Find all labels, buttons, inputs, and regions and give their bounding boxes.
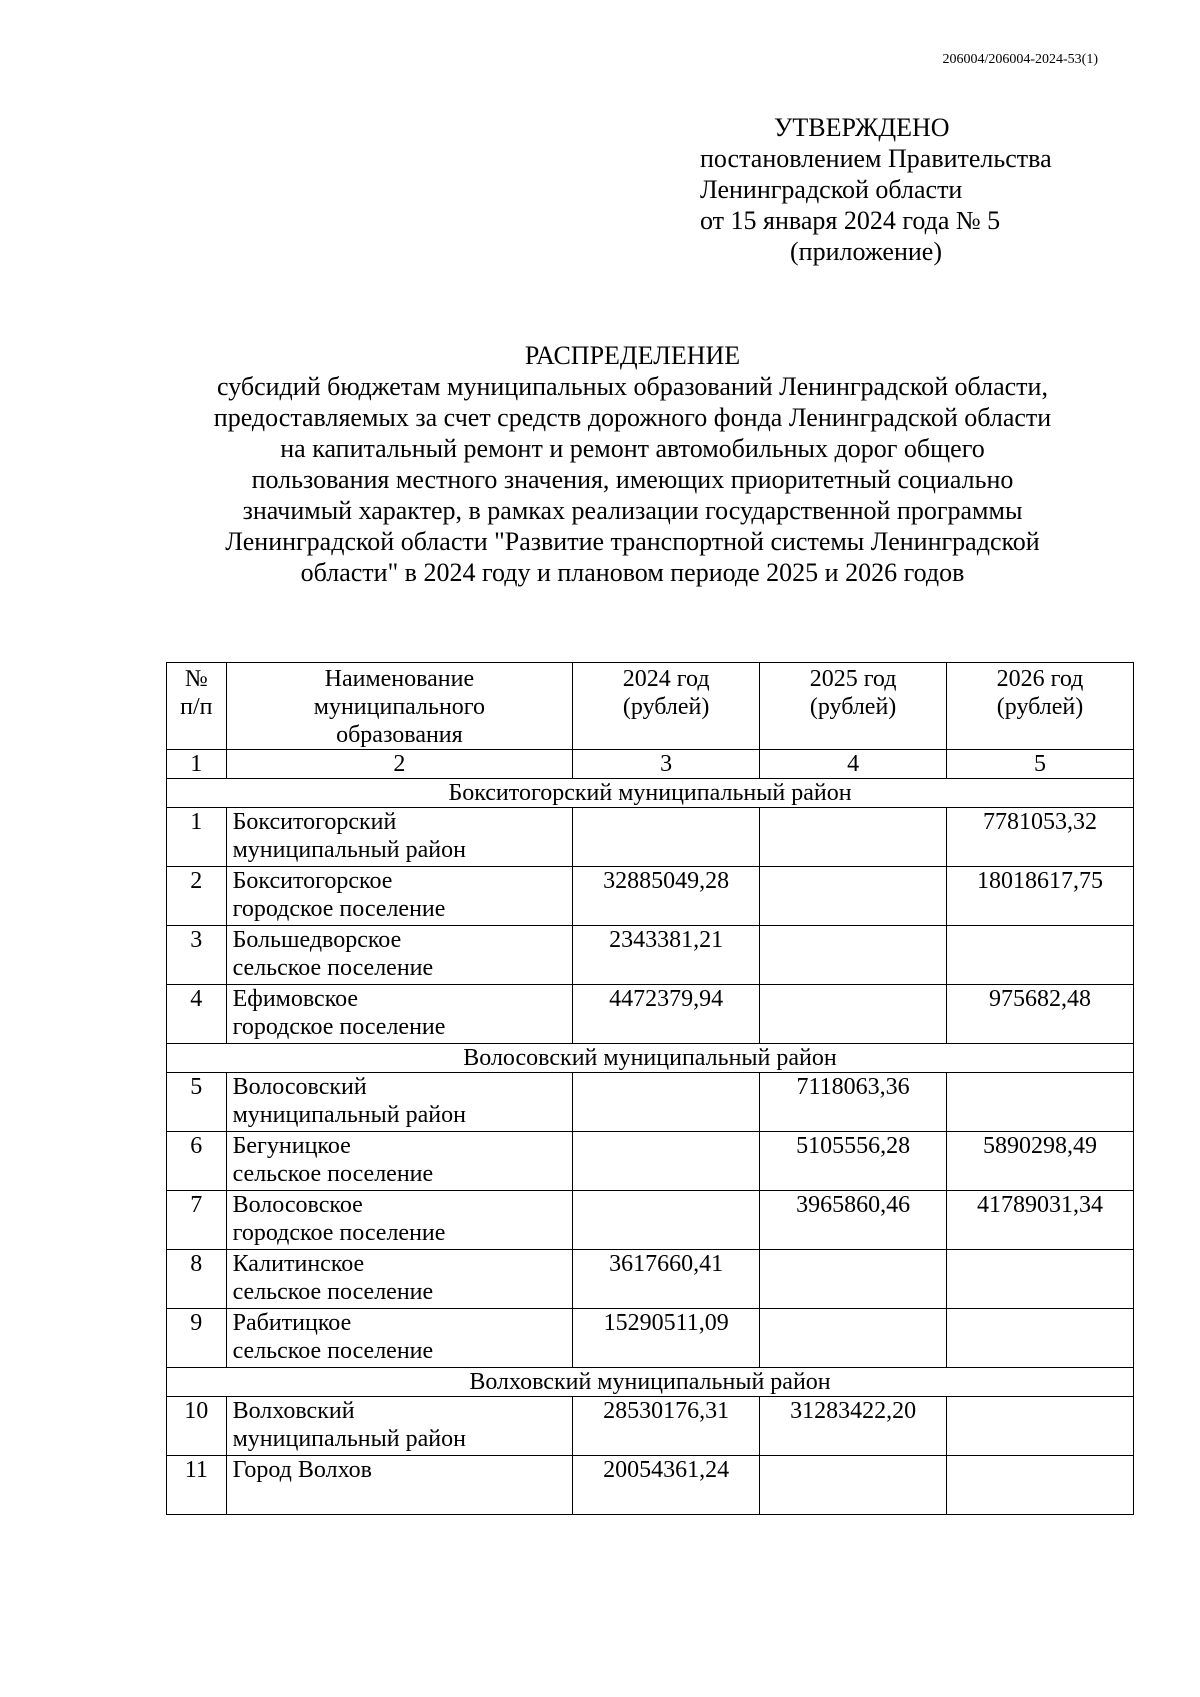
amount-2026: 41789031,34	[947, 1191, 1134, 1250]
row-number: 7	[167, 1191, 227, 1250]
header-name	[226, 663, 573, 750]
amount-2025: 7118063,36	[760, 1073, 947, 1132]
header-text: 2026 год	[996, 666, 1084, 692]
municipality-name	[226, 1397, 573, 1456]
row-number: 6	[167, 1132, 227, 1191]
municipality-type-line: сельское поселение	[232, 1161, 434, 1187]
amount-2024: 15290511,09	[573, 1309, 760, 1368]
approval-line: (приложение)	[790, 237, 943, 266]
municipality-name	[226, 926, 573, 985]
heading-line: Ленинградской области "Развитие транспортной системы Ленинградской	[225, 527, 1040, 556]
district-name: Волховский муниципальный район	[167, 1368, 1134, 1397]
amount-2026	[947, 1309, 1134, 1368]
amount-2024	[573, 1073, 760, 1132]
district-row	[167, 1044, 1134, 1073]
municipality-type-line: муниципальный район	[232, 1102, 466, 1128]
municipality-name-line: Волховский	[232, 1398, 355, 1424]
document-number: 206004/206004-2024-53(1)	[942, 52, 1098, 67]
municipality-type-line: муниципальный район	[232, 1426, 466, 1452]
municipality-name-line: Бокситогорское	[232, 868, 393, 894]
header-text: образования	[336, 722, 463, 748]
header-number	[167, 663, 227, 750]
table-row	[167, 926, 1134, 985]
table-row	[167, 1456, 1134, 1515]
amount-2025	[760, 926, 947, 985]
header-2024	[573, 663, 760, 750]
municipality-type-line: муниципальный район	[232, 837, 466, 863]
municipality-name-line: Ефимовское	[232, 986, 359, 1012]
column-number: 1	[167, 750, 227, 779]
municipality-name	[226, 1250, 573, 1309]
row-number: 2	[167, 867, 227, 926]
amount-2025	[760, 808, 947, 867]
amount-2026	[947, 926, 1134, 985]
row-number: 8	[167, 1250, 227, 1309]
header-text: 2025 год	[809, 666, 897, 692]
amount-2024: 2343381,21	[573, 926, 760, 985]
row-number: 3	[167, 926, 227, 985]
heading-title: РАСПРЕДЕЛЕНИЕ	[524, 341, 741, 370]
heading-line: значимый характер, в рамках реализации государственной программы	[242, 496, 1023, 525]
municipality-name	[226, 1073, 573, 1132]
table-row	[167, 1250, 1134, 1309]
amount-2026	[947, 1397, 1134, 1456]
district-name: Бокситогорский муниципальный район	[167, 779, 1134, 808]
approval-line: Ленинградской области	[700, 175, 963, 204]
amount-2025	[760, 867, 947, 926]
municipality-type-line: городское поселение	[232, 1220, 446, 1246]
table-row	[167, 1073, 1134, 1132]
district-row	[167, 779, 1134, 808]
row-number: 11	[167, 1456, 227, 1515]
table-row	[167, 1309, 1134, 1368]
row-number: 10	[167, 1397, 227, 1456]
amount-2025	[760, 1456, 947, 1515]
municipality-name-line: Большедворское	[232, 927, 402, 953]
amount-2026	[947, 1073, 1134, 1132]
header-text: (рублей)	[996, 694, 1084, 720]
amount-2026: 975682,48	[947, 985, 1134, 1044]
header-text: №	[184, 666, 208, 692]
amount-2024: 4472379,94	[573, 985, 760, 1044]
municipality-name	[226, 985, 573, 1044]
column-number-row	[167, 750, 1134, 779]
amount-2026: 7781053,32	[947, 808, 1134, 867]
municipality-name	[226, 1132, 573, 1191]
header-text: (рублей)	[622, 694, 710, 720]
header-text: (рублей)	[809, 694, 897, 720]
row-number: 9	[167, 1309, 227, 1368]
table-body	[167, 750, 1134, 1515]
amount-2025	[760, 1309, 947, 1368]
municipality-name	[226, 1309, 573, 1368]
municipality-name	[226, 1191, 573, 1250]
amount-2024: 32885049,28	[573, 867, 760, 926]
header-text: 2024 год	[622, 666, 710, 692]
amount-2026	[947, 1250, 1134, 1309]
table-row	[167, 1132, 1134, 1191]
heading-line: пользования местного значения, имеющих приоритетный социально	[251, 465, 1014, 494]
column-number: 4	[760, 750, 947, 779]
approval-line: постановлением Правительства	[700, 144, 1052, 173]
district-row	[167, 1368, 1134, 1397]
amount-2025: 31283422,20	[760, 1397, 947, 1456]
amount-2024: 28530176,31	[573, 1397, 760, 1456]
municipality-name-line: Калитинское	[232, 1251, 365, 1277]
municipality-type-line: сельское поселение	[232, 1338, 434, 1364]
amount-2026: 18018617,75	[947, 867, 1134, 926]
amount-2024	[573, 808, 760, 867]
column-number: 5	[947, 750, 1134, 779]
distribution-table	[166, 662, 1134, 1515]
amount-2024	[573, 1132, 760, 1191]
municipality-name-line: Волосовское	[232, 1192, 363, 1218]
table-row	[167, 867, 1134, 926]
municipality-name	[226, 808, 573, 867]
municipality-type-line: сельское поселение	[232, 1279, 434, 1305]
heading-line: области" в 2024 году и плановом периоде 2025 и 2026 годов	[300, 558, 965, 587]
row-number: 4	[167, 985, 227, 1044]
row-number: 1	[167, 808, 227, 867]
municipality-type-line: городское поселение	[232, 1014, 446, 1040]
amount-2025	[760, 985, 947, 1044]
amount-2026	[947, 1456, 1134, 1515]
table-row	[167, 808, 1134, 867]
amount-2024	[573, 1191, 760, 1250]
municipality-name	[226, 1456, 573, 1515]
approval-block	[700, 112, 1100, 267]
table-header-row	[167, 663, 1134, 750]
table-row	[167, 1191, 1134, 1250]
header-2025	[760, 663, 947, 750]
table-row	[167, 1397, 1134, 1456]
approval-title: УТВЕРЖДЕНО	[774, 113, 950, 142]
municipality-type-line: сельское поселение	[232, 955, 434, 981]
approval-line: от 15 января 2024 года № 5	[700, 206, 1001, 235]
municipality-name	[226, 867, 573, 926]
municipality-type-line: городское поселение	[232, 896, 446, 922]
municipality-name-line: Волосовский	[232, 1074, 367, 1100]
heading-line: субсидий бюджетам муниципальных образований Ленинградской области,	[217, 372, 1048, 401]
amount-2025: 3965860,46	[760, 1191, 947, 1250]
header-text: п/п	[180, 694, 213, 720]
header-text: муниципального	[313, 694, 486, 720]
heading-line: на капитальный ремонт и ремонт автомобильных дорог общего	[280, 434, 985, 463]
amount-2025: 5105556,28	[760, 1132, 947, 1191]
header-text: Наименование	[324, 666, 475, 692]
document-heading	[0, 340, 1200, 588]
municipality-name-line: Бегуницкое	[232, 1133, 351, 1159]
municipality-name-line: Рабитицкое	[232, 1310, 352, 1336]
amount-2025	[760, 1250, 947, 1309]
municipality-name-line: Бокситогорский	[232, 809, 397, 835]
amount-2024: 3617660,41	[573, 1250, 760, 1309]
column-number: 3	[573, 750, 760, 779]
heading-line: предоставляемых за счет средств дорожного фонда Ленинградской области	[213, 403, 1052, 432]
header-2026	[947, 663, 1134, 750]
column-number: 2	[226, 750, 573, 779]
amount-2024: 20054361,24	[573, 1456, 760, 1515]
municipality-name-line: Город Волхов	[232, 1457, 372, 1483]
table-row	[167, 985, 1134, 1044]
row-number: 5	[167, 1073, 227, 1132]
amount-2026: 5890298,49	[947, 1132, 1134, 1191]
district-name: Волосовский муниципальный район	[167, 1044, 1134, 1073]
